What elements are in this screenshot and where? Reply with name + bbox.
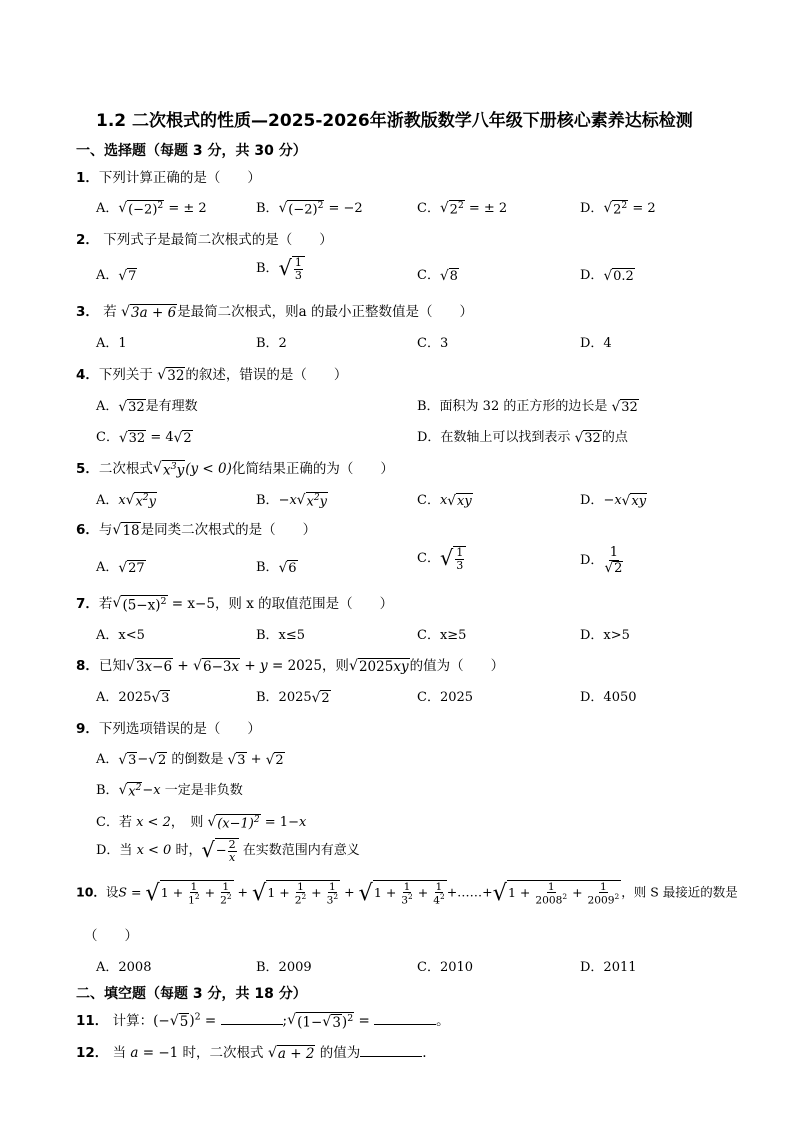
answer-blank-3[interactable] (360, 1044, 422, 1057)
q8-option-d[interactable]: D．4050 (580, 690, 637, 705)
q1-option-b[interactable]: B． √ $(-2)^2$ = −2 (256, 199, 363, 218)
q4-option-d-post: 的点 (601, 430, 628, 445)
q9-option-c-mid: ， 则 (170, 815, 208, 830)
q1-option-d[interactable]: D． √ $2^2$ = 2 (580, 199, 656, 218)
q9-option-a-mid: 的倒数是 (167, 752, 228, 767)
question-stem-dots: +……+ (446, 884, 493, 900)
question-stem-pre: 计算： (108, 1013, 154, 1029)
question-4: 4．下列关于 √ 32 的叙述，错误的是（ ） (76, 367, 348, 384)
question-stem-mid: ，则 (321, 658, 349, 674)
question-number: 12． (76, 1045, 109, 1061)
q8-option-a[interactable]: A．2025 √ 3 (96, 689, 170, 706)
question-number: 8． (76, 658, 99, 674)
q7-option-b[interactable]: B．x≤5 (256, 628, 306, 643)
q9-option-b-post: 一定是非负数 (160, 783, 243, 798)
q10-option-b[interactable]: B．2009 (256, 960, 312, 975)
q6-option-a[interactable]: A． √ 27 (96, 559, 145, 576)
question-stem-post: 的值为（ ） (409, 658, 505, 674)
question-number: 7． (76, 596, 99, 612)
q3-option-c[interactable]: C．3 (417, 336, 449, 351)
q10-option-d[interactable]: D．2011 (580, 960, 637, 975)
q2-option-b[interactable]: B． √ $\frac{1}{3}$ (256, 256, 305, 281)
q5-option-b[interactable]: B．−x √ $x^2y$ (256, 491, 327, 510)
question-stem-pre: 当 (108, 1045, 131, 1061)
q8-option-b[interactable]: B．2025 √ 2 (256, 689, 330, 706)
question-stem-pre: 二次根式 (98, 461, 153, 477)
question-2 (76, 228, 333, 248)
question-11: 11． 计算：(− √ 5 )$^2$ = ; √ (1− √ 3 )$^2$ = 。 (76, 1011, 450, 1032)
question-stem-post: ，则 S 最接近的数是 (621, 884, 738, 900)
question-stem-post: 是最简二次根式，则a 的最小正整数值是（ ） (177, 304, 473, 320)
question-6: 6．与 √ 18 是同类二次根式的是（ ） (76, 522, 317, 539)
q3-option-b[interactable]: B．2 (256, 336, 287, 351)
q1-option-a[interactable]: A． √ $(-2)^2$ = ± 2 (96, 199, 207, 218)
question-stem-pre: 已知 (98, 658, 126, 674)
q7-option-a[interactable]: A．x<5 (96, 628, 145, 643)
question-stem: 下列式子是最简二次根式的是（ ） (98, 232, 333, 248)
section-fill-heading: 二、填空题（每题 3 分，共 18 分） (76, 986, 307, 1002)
question-stem-pre: 下列关于 (98, 367, 158, 383)
q6-option-d[interactable]: D． 1 √ 2 (580, 545, 623, 576)
q9-option-d-pre: D．当 (96, 843, 137, 859)
question-10: 10．设S = √ 1 + $\frac{1}{1^2}$ + $\frac{1}{2^2}$ + √ 1 + $\frac{1}{2^2}$ + $\frac{1}{3^2}$ + √ 1 + $\frac{1}{3^2}$ + $\frac{1}{4^2}$ +……+ √ 1 + $\frac{1}{2008^2}$ + $\frac{1}{2009^2}$ ，则 S 最接近的数是 (76, 880, 738, 907)
q4-option-a-text: 是有理数 (145, 399, 198, 414)
question-number: 4． (76, 367, 99, 383)
q2-option-a[interactable]: A． √ 7 (96, 267, 137, 284)
question-stem-post: ，则 x 的取值范围是（ ） (214, 596, 394, 612)
q7-option-c[interactable]: C．x≥5 (417, 628, 467, 643)
answer-blank-1[interactable] (221, 1012, 283, 1025)
question-7: 7．若 √ $(5-x)^2$ = x−5，则 x 的取值范围是（ ） (76, 595, 394, 614)
q10-answer-paren: （ ） (84, 928, 138, 944)
q5-option-c[interactable]: C．x √ xy (417, 492, 472, 509)
q5-option-a[interactable]: A．x √ $x^2y$ (96, 491, 156, 510)
question-8: 8．已知 √ 3x−6 + √ 6−3x + y = 2025，则 √ 2025xy 的值为（ ） (76, 658, 505, 675)
answer-blank-2[interactable] (374, 1012, 436, 1025)
question-stem-mid: 时，二次根式 (178, 1045, 268, 1061)
q4-option-b[interactable]: B．面积为 32 的正方形的边长是 √ 32 (417, 398, 638, 415)
section-choice-heading: 一、选择题（每题 3 分，共 30 分） (76, 143, 307, 159)
question-stem-end: . (422, 1045, 427, 1061)
q9-option-d[interactable]: D．当 x < 0 时， √ − $\frac{2}{x}$ 在实数范围内有意义 (96, 838, 360, 864)
question-stem-pre: 设 (105, 884, 119, 900)
question-stem: 下列选项错误的是（ ） (98, 721, 261, 737)
q9-option-a[interactable]: A． √ 3 − √ 2 的倒数是 √ 3 + √ 2 (96, 751, 284, 768)
q4-option-b-text: B．面积为 32 的正方形的边长是 (417, 399, 612, 414)
q9-option-c[interactable]: C．若 x < 2， 则 √ $(x-1)^2$ = 1−x (96, 813, 307, 832)
q9-option-d-post: 在实数范围内有意义 (238, 843, 360, 859)
question-stem-post: 化简结果正确的为（ ） (231, 461, 394, 477)
question-stem-post: 的值为 (315, 1045, 361, 1061)
question-number: 10． (76, 884, 106, 900)
question-number: 9． (76, 721, 99, 737)
q4-option-a[interactable]: A． √ 32 是有理数 (96, 398, 198, 415)
q4-option-c-eq: = 4 (146, 430, 174, 445)
question-stem: 下列计算正确的是（ ） (98, 170, 261, 186)
q8-option-c[interactable]: C．2025 (417, 690, 474, 705)
q9-option-b[interactable]: B． √ $x^2$ −x 一定是非负数 (96, 781, 243, 800)
q9-option-d-mid: 时， (171, 843, 202, 859)
q5-option-d[interactable]: D．−x √ xy (580, 492, 647, 509)
q4-option-c[interactable]: C． √ 32 = 4 √ 2 (96, 429, 192, 446)
q1-option-c[interactable]: C． √ $2^2$ = ± 2 (417, 199, 508, 218)
q2-option-c[interactable]: C． √ 8 (417, 267, 458, 284)
q3-option-d[interactable]: D．4 (580, 336, 612, 351)
q6-option-c[interactable]: C． √ $\frac{1}{3}$ (417, 546, 466, 571)
question-number: 2． (76, 232, 99, 248)
question-stem-post: 是同类二次根式的是（ ） (140, 522, 317, 538)
question-12: 12． 当 a = −1 时，二次根式 √ a + 2 的值为 . (76, 1045, 427, 1062)
question-number: 1． (76, 170, 99, 186)
page-title: 1.2 二次根式的性质—2025-2026年浙教版数学八年级下册核心素养达标检测 (96, 111, 693, 131)
question-number: 5． (76, 461, 99, 477)
q10-option-a[interactable]: A．2008 (96, 960, 152, 975)
q2-option-d[interactable]: D． √ 0.2 (580, 267, 634, 284)
question-stem-post: 的叙述，错误的是（ ） (185, 367, 348, 383)
question-9 (76, 717, 261, 737)
question-1 (76, 166, 261, 186)
q4-option-d-text: D．在数轴上可以找到表示 (417, 430, 575, 445)
question-stem-end: 。 (436, 1013, 450, 1029)
question-number: 11． (76, 1013, 109, 1029)
question-stem-pre: 与 (98, 522, 113, 538)
question-stem-pre: 若 (98, 596, 113, 612)
q10-option-c[interactable]: C．2010 (417, 960, 474, 975)
q3-option-a[interactable]: A．1 (96, 336, 127, 351)
q7-option-d[interactable]: D．x>5 (580, 628, 630, 643)
question-number: 3． (76, 304, 99, 320)
question-stem-pre: 若 (98, 304, 121, 320)
q9-option-c-pre: C．若 (96, 815, 137, 830)
question-5: 5．二次根式 √ $x^3y$ (y < 0)化简结果正确的为（ ） (76, 460, 394, 479)
q4-option-d[interactable]: D．在数轴上可以找到表示 √ 32 的点 (417, 429, 628, 446)
question-number: 6． (76, 522, 99, 538)
question-3: 3． 若 √ 3a + 6 是最简二次根式，则a 的最小正整数值是（ ） (76, 304, 473, 321)
q6-option-b[interactable]: B． √ 6 (256, 559, 297, 576)
